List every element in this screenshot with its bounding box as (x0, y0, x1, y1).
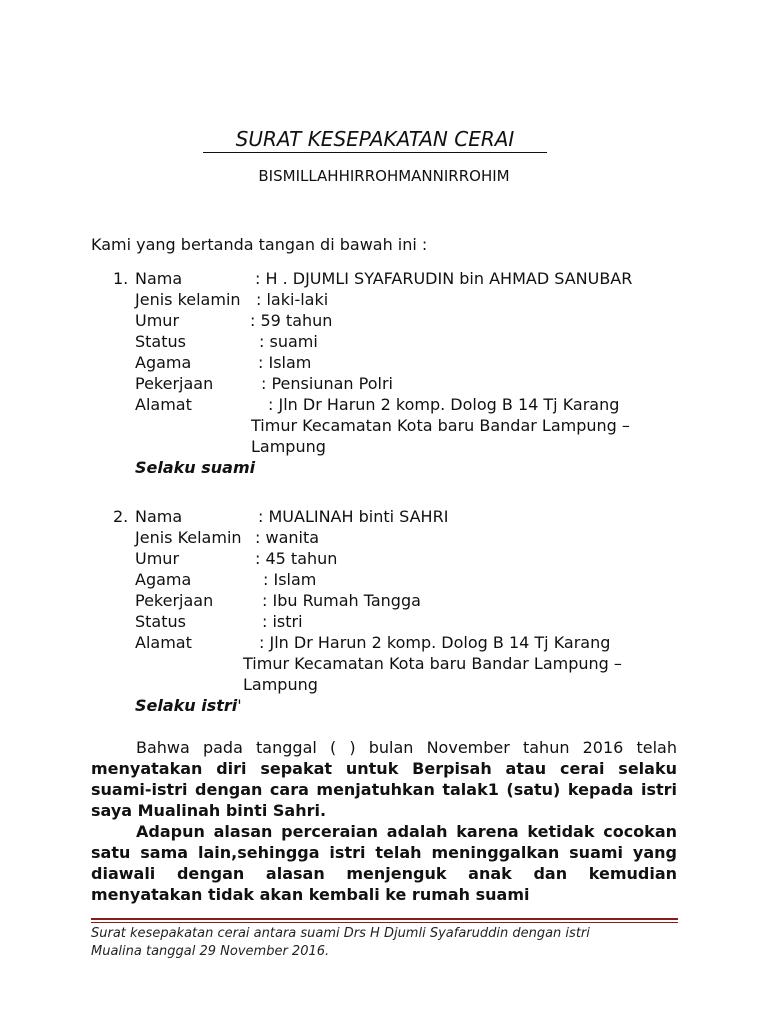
field-label: Jenis kelamin (135, 290, 241, 309)
field-label: Nama (135, 269, 183, 288)
field-label: Alamat (135, 633, 192, 652)
reason-paragraph (91, 821, 677, 905)
field-value: : suami (259, 332, 318, 351)
party2-role (135, 695, 242, 716)
reason-bold-text: Adapun alasan perceraian adalah karena ketidak cocokan satu sama lain,sehingga istri telah meninggalkan suami yang diawali dengan alasan menjenguk anak dan kemudian menyatakan tidak akan kembali ke rumah suami (91, 822, 677, 904)
field-label: Jenis Kelamin (135, 528, 242, 547)
footer-rule-thin (91, 922, 678, 923)
field-value: : 59 tahun (250, 311, 333, 330)
party1-number: 1. (113, 269, 129, 288)
field-value: : H . DJUMLI SYAFARUDIN bin AHMAD SANUBAR (255, 269, 633, 288)
party1-role: Selaku suami (135, 458, 256, 477)
party2-address-cont: Lampung (243, 675, 318, 694)
field-value: : Ibu Rumah Tangga (262, 591, 421, 610)
basmalah: BISMILLAHHIRROHMANNIRROHIM (258, 167, 510, 185)
party1-address-cont: Lampung (251, 437, 326, 456)
field-label: Agama (135, 570, 192, 589)
field-value: : Jln Dr Harun 2 komp. Dolog B 14 Tj Karang (268, 395, 620, 414)
field-label: Pekerjaan (135, 591, 214, 610)
role-suffix: ' (237, 696, 242, 715)
field-value: : laki-laki (256, 290, 329, 309)
field-label: Alamat (135, 395, 192, 414)
intro-text: Kami yang bertanda tangan di bawah ini : (91, 235, 428, 254)
field-label: Status (135, 612, 186, 631)
title-underline (203, 152, 547, 153)
field-label: Agama (135, 353, 192, 372)
field-value: : 45 tahun (255, 549, 338, 568)
footnote-line: Surat kesepakatan cerai antara suami Drs H Djumli Syafaruddin dengan istri (91, 926, 590, 941)
field-value: : MUALINAH binti SAHRI (258, 507, 449, 526)
statement-bold-text: menyatakan diri sepakat untuk Berpisah atau cerai selaku suami-istri dengan cara menjatuhkan talak1 (satu) kepada istri saya Mualinah binti Sahri. (91, 759, 677, 820)
footnote-line: Mualina tanggal 29 November 2016. (91, 944, 330, 959)
statement-paragraph (91, 737, 677, 821)
field-value: : Islam (258, 353, 312, 372)
field-label: Umur (135, 311, 180, 330)
field-value: : Jln Dr Harun 2 komp. Dolog B 14 Tj Karang (259, 633, 611, 652)
field-label: Umur (135, 549, 180, 568)
field-label: Nama (135, 507, 183, 526)
party2-address-cont: Timur Kecamatan Kota baru Bandar Lampung – (243, 654, 622, 673)
footnote (91, 925, 681, 961)
field-value: : wanita (255, 528, 320, 547)
statement-text: Bahwa pada tanggal ( ) bulan November tahun 2016 telah (136, 738, 677, 757)
role-text: Selaku istri (135, 696, 238, 715)
footer-rule (91, 918, 678, 920)
party2-number: 2. (113, 507, 129, 526)
field-value: : Pensiunan Polri (261, 374, 393, 393)
party1-address-cont: Timur Kecamatan Kota baru Bandar Lampung – (251, 416, 630, 435)
field-value: : istri (262, 612, 303, 631)
field-label: Status (135, 332, 186, 351)
field-value: : Islam (263, 570, 317, 589)
field-label: Pekerjaan (135, 374, 214, 393)
document-title: SURAT KESEPAKATAN CERAI (235, 127, 515, 151)
